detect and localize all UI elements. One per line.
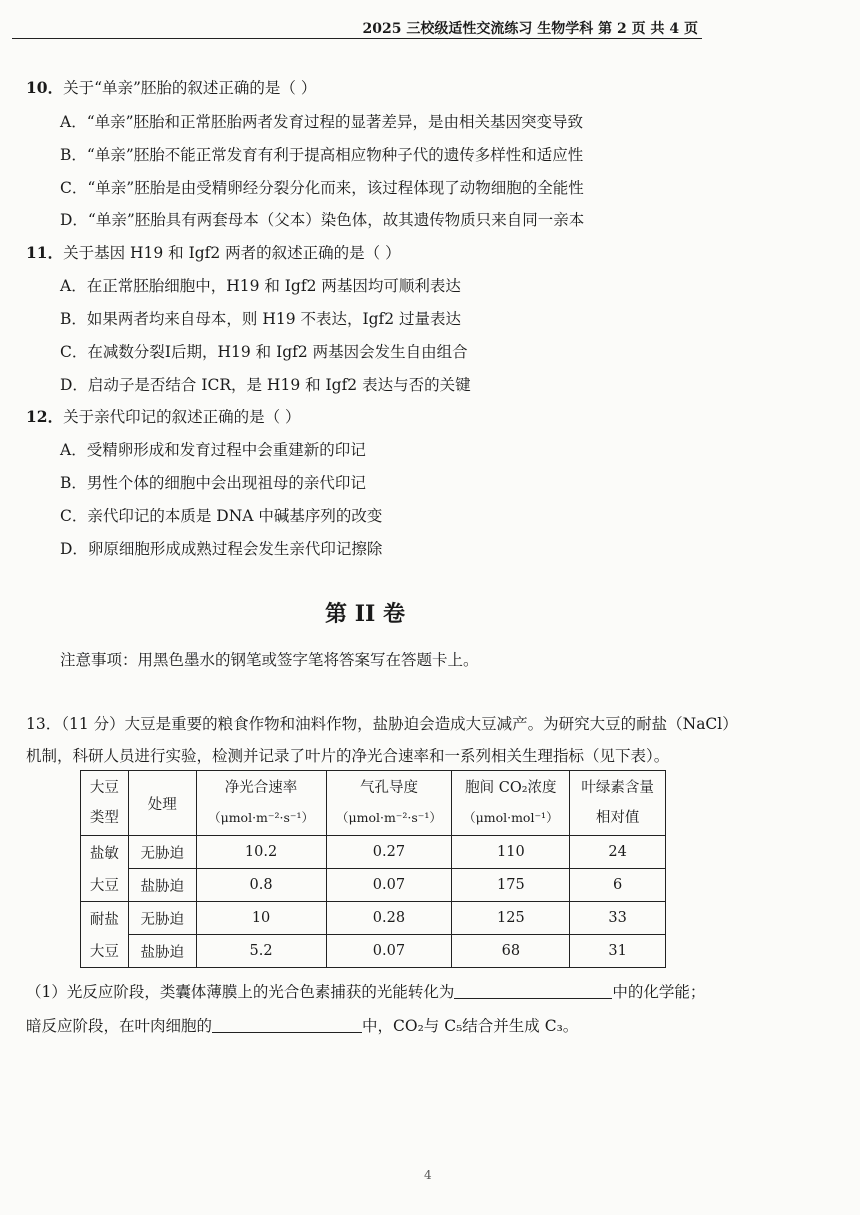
value-cell: 0.07 [326, 869, 452, 902]
table-row [81, 869, 666, 902]
question-12-option-c: C．亲代印记的本质是 DNA 中碱基序列的改变 [60, 507, 383, 525]
value-cell: 24 [570, 836, 666, 869]
header-soy-type: 大豆 类型 [81, 771, 129, 836]
treatment-cell: 盐胁迫 [128, 869, 196, 902]
value-cell: 110 [452, 836, 570, 869]
data-table [80, 770, 666, 968]
question-11-option-b: B．如果两者均来自母本，则 H19 不表达，Igf2 过量表达 [60, 310, 462, 328]
question-11-option-a: A．在正常胚胎细胞中，H19 和 Igf2 两基因均可顺利表达 [60, 277, 461, 295]
question-13-sub1-line-b: 暗反应阶段，在叶肉细胞的 中，CO₂与 C₅结合并生成 C₃。 [26, 1017, 579, 1035]
table-header-row [81, 771, 666, 836]
table-row [81, 935, 666, 968]
question-12-option-b: B．男性个体的细胞中会出现祖母的亲代印记 [60, 474, 366, 492]
question-13-stem-line1: 13．（11 分）大豆是重要的粮食作物和油料作物，盐胁迫会造成大豆减产。为研究大豆的耐盐（NaCl） [26, 715, 738, 733]
question-12-option-a: A．受精卵形成和发育过程中会重建新的印记 [60, 441, 366, 459]
table-row [81, 902, 666, 935]
question-11-option-d: D．启动子是否结合 ICR，是 H19 和 Igf2 表达与否的关键 [60, 376, 471, 394]
answer-blank-2[interactable] [212, 1031, 362, 1033]
type-cell: 耐盐 [81, 902, 129, 935]
question-10-option-a: A．“单亲”胚胎和正常胚胎两者发育过程的显著差异，是由相关基因突变导致 [60, 113, 584, 131]
question-10-option-b: B．“单亲”胚胎不能正常发育有利于提高相应物种子代的遗传多样性和适应性 [60, 146, 584, 164]
value-cell: 68 [452, 935, 570, 968]
question-12-option-d: D．卵原细胞形成成熟过程会发生亲代印记擦除 [60, 540, 383, 558]
table-row [81, 836, 666, 869]
section-note: 注意事项：用黑色墨水的钢笔或签字笔将答案写在答题卡上。 [60, 651, 479, 669]
question-11-option-c: C．在减数分裂Ⅰ后期，H19 和 Igf2 两基因会发生自由组合 [60, 343, 468, 361]
value-cell: 0.8 [196, 869, 326, 902]
header-stomatal-conductance: 气孔导度 （μmol·m⁻²·s⁻¹） [326, 771, 452, 836]
answer-blank-1[interactable] [454, 997, 612, 999]
type-cell: 盐敏 [81, 836, 129, 869]
header-chlorophyll: 叶绿素含量 相对值 [570, 771, 666, 836]
question-11-stem: 11．关于基因 H19 和 Igf2 两者的叙述正确的是（ ） [26, 243, 401, 262]
value-cell: 6 [570, 869, 666, 902]
value-cell: 0.28 [326, 902, 452, 935]
section-title: 第 II 卷 [325, 601, 405, 627]
question-13-stem-line2: 机制，科研人员进行实验，检测并记录了叶片的净光合速率和一系列相关生理指标（见下表）。 [26, 747, 670, 765]
header-net-photosynthesis: 净光合速率 （μmol·m⁻²·s⁻¹） [196, 771, 326, 836]
value-cell: 0.27 [326, 836, 452, 869]
page-header: 2025 三校级适性交流练习 生物学科 第 2 页 共 4 页 [362, 21, 698, 37]
treatment-cell: 无胁迫 [128, 902, 196, 935]
value-cell: 10 [196, 902, 326, 935]
treatment-cell: 无胁迫 [128, 836, 196, 869]
value-cell: 31 [570, 935, 666, 968]
question-10-option-c: C．“单亲”胚胎是由受精卵经分裂分化而来，该过程体现了动物细胞的全能性 [60, 179, 584, 197]
value-cell: 5.2 [196, 935, 326, 968]
question-12-stem: 12．关于亲代印记的叙述正确的是（ ） [26, 407, 301, 426]
question-10-option-d: D．“单亲”胚胎具有两套母本（父本）染色体，故其遗传物质只来自同一亲本 [60, 211, 585, 229]
value-cell: 33 [570, 902, 666, 935]
treatment-cell: 盐胁迫 [128, 935, 196, 968]
question-10-stem: 10．关于“单亲”胚胎的叙述正确的是（ ） [26, 78, 317, 97]
value-cell: 10.2 [196, 836, 326, 869]
question-13-sub1-line-a: （1）光反应阶段，类囊体薄膜上的光合色素捕获的光能转化为 中的化学能； [26, 983, 706, 1001]
value-cell: 125 [452, 902, 570, 935]
header-rule [12, 38, 702, 39]
page-number: 4 [424, 1168, 432, 1182]
header-intercellular-co2: 胞间 CO₂浓度 （μmol·mol⁻¹） [452, 771, 570, 836]
type-cell: 大豆 [81, 869, 129, 902]
header-treatment: 处理 [128, 771, 196, 836]
value-cell: 0.07 [326, 935, 452, 968]
value-cell: 175 [452, 869, 570, 902]
type-cell: 大豆 [81, 935, 129, 968]
